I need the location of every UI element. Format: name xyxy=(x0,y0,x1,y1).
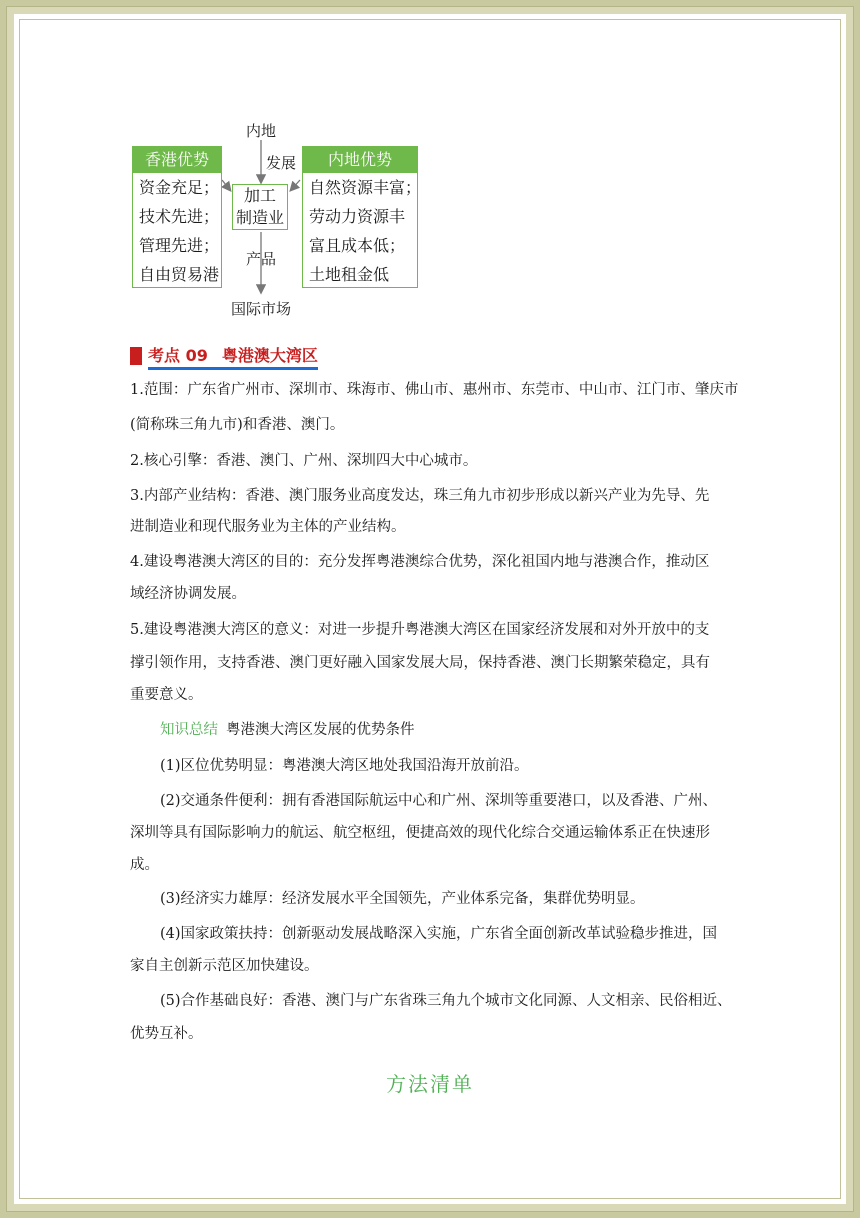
hongkong-advantage-item: 资金充足； xyxy=(139,178,220,197)
diagram-arrows xyxy=(0,0,860,340)
mainland-advantage-item: 劳动力资源丰 xyxy=(309,207,406,226)
section-name: 粤港澳大湾区 xyxy=(221,345,318,365)
paragraph-line: 进制造业和现代服务业为主体的产业结构。 xyxy=(130,519,406,535)
core-line: 加工 xyxy=(243,186,276,205)
section-heading xyxy=(130,344,318,368)
knowledge-summary-title: 粤港澳大湾区发展的优势条件 xyxy=(226,722,415,738)
paragraph-line: 域经济协调发展。 xyxy=(130,586,246,602)
section-number: 考点 09 xyxy=(148,345,208,365)
paragraph-line: 5.建设粤港澳大湾区的意义：对进一步提升粤港澳大湾区在国家经济发展和对外开放中的支 xyxy=(130,622,710,638)
hongkong-advantage-item: 技术先进； xyxy=(139,207,220,226)
knowledge-summary-tag: 知识总结 xyxy=(160,722,218,738)
hongkong-advantage-box xyxy=(132,146,222,288)
mainland-label: 内地 xyxy=(246,122,277,140)
summary-line: (1)区位优势明显：粤港澳大湾区地处我国沿海开放前沿。 xyxy=(160,758,529,774)
paragraph-line: 重要意义。 xyxy=(130,687,203,703)
processing-manufacturing-box xyxy=(232,184,288,230)
paragraph-line: 4.建设粤港澳大湾区的目的：充分发挥粤港澳综合优势，深化祖国内地与港澳合作，推动区 xyxy=(130,554,710,570)
develop-label: 发展 xyxy=(266,154,297,172)
summary-line: (5)合作基础良好：香港、澳门与广东省珠三角九个城市文化同源、人文相亲、民俗相近、 xyxy=(160,993,732,1009)
paragraph-line: (简称珠三角九市)和香港、澳门。 xyxy=(130,417,345,433)
method-list-heading: 方法清单 xyxy=(386,1072,474,1096)
summary-line: (3)经济实力雄厚：经济发展水平全国领先，产业体系完备，集群优势明显。 xyxy=(160,891,645,907)
section-title xyxy=(148,343,318,370)
hongkong-advantage-item: 管理先进； xyxy=(139,236,220,255)
paragraph-line: 撑引领作用，支持香港、澳门更好融入国家发展大局，保持香港、澳门长期繁荣稳定，具有 xyxy=(130,655,710,671)
product-label: 产品 xyxy=(246,250,277,268)
hongkong-advantage-title: 香港优势 xyxy=(133,147,221,173)
paragraph-line: 3.内部产业结构：香港、澳门服务业高度发达，珠三角九市初步形成以新兴产业为先导、先 xyxy=(130,488,710,504)
summary-line: 家自主创新示范区加快建设。 xyxy=(130,958,319,974)
paragraph-line: 2.核心引擎：香港、澳门、广州、深圳四大中心城市。 xyxy=(130,453,478,469)
summary-line: (2)交通条件便利：拥有香港国际航运中心和广州、深圳等重要港口，以及香港、广州、 xyxy=(160,793,718,809)
section-marker xyxy=(130,347,142,365)
mainland-advantage-title: 内地优势 xyxy=(303,147,417,173)
arrow-left-to-core xyxy=(222,180,230,190)
paragraph-line: 1.范围：广东省广州市、深圳市、珠海市、佛山市、惠州市、东莞市、中山市、江门市、肇庆市 xyxy=(130,382,739,398)
summary-line: 深圳等具有国际影响力的航运、航空枢纽，便捷高效的现代化综合交通运输体系正在快速形 xyxy=(130,825,710,841)
arrow-right-to-core xyxy=(291,180,300,190)
summary-line: (4)国家政策扶持：创新驱动发展战略深入实施，广东省全面创新改革试验稳步推进，国 xyxy=(160,926,718,942)
mainland-advantage-box xyxy=(302,146,422,288)
international-market-label: 国际市场 xyxy=(231,300,292,318)
mainland-advantage-item: 自然资源丰富； xyxy=(309,178,422,197)
mainland-advantage-item: 土地租金低 xyxy=(309,265,390,284)
summary-line: 成。 xyxy=(130,857,159,873)
knowledge-summary-heading xyxy=(160,720,415,740)
summary-line: 优势互补。 xyxy=(130,1026,203,1042)
core-line: 制造业 xyxy=(235,208,284,227)
hongkong-advantage-item: 自由贸易港 xyxy=(139,265,220,284)
mainland-advantage-item: 富且成本低； xyxy=(309,236,406,255)
